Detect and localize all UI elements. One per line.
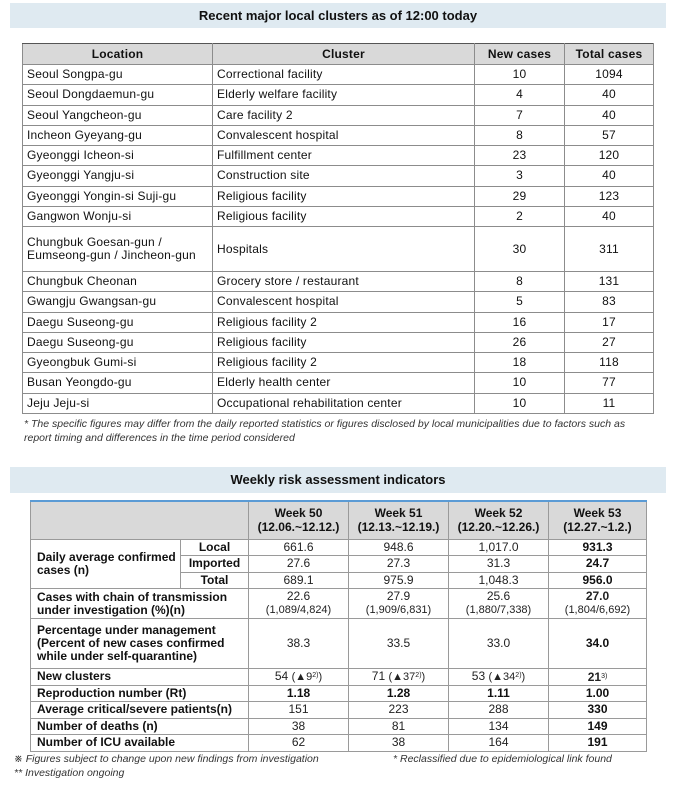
risk-footnotes xyxy=(14,752,654,780)
value-cell: 330 xyxy=(549,702,647,719)
total-cases-cell: 27 xyxy=(565,332,654,352)
value-cell xyxy=(349,589,449,619)
header-blank xyxy=(31,501,249,539)
location-cell: Busan Yeongdo-gu xyxy=(23,373,213,393)
new-cases-cell: 3 xyxy=(475,166,565,186)
table-row xyxy=(23,85,654,105)
value-cell: 38 xyxy=(249,718,349,735)
deaths-label: Number of deaths (n) xyxy=(31,718,249,735)
value-cell: 689.1 xyxy=(249,572,349,589)
table-header-row xyxy=(31,501,647,539)
value-cell xyxy=(349,669,449,686)
total-cases-cell: 57 xyxy=(565,125,654,145)
daily-average-label: Daily average confirmed cases (n) xyxy=(31,539,181,589)
cluster-cell: Religious facility xyxy=(213,332,475,352)
cluster-cell: Religious facility xyxy=(213,206,475,226)
total-cases-cell: 40 xyxy=(565,105,654,125)
new-cases-cell: 16 xyxy=(475,312,565,332)
chain-value: 27.0 xyxy=(585,589,610,603)
table-row xyxy=(31,718,647,735)
value-cell: 38.3 xyxy=(249,619,349,669)
value-cell: 948.6 xyxy=(349,539,449,556)
cluster-change-close: ) xyxy=(318,671,323,684)
header-location: Location xyxy=(23,44,213,65)
week-range: (12.27.~1.2.) xyxy=(563,520,632,535)
local-label: Local xyxy=(181,539,249,556)
footnote-bottom: ** Investigation ongoing xyxy=(14,767,125,779)
week-range: (12.06.~12.12.) xyxy=(257,520,340,535)
chain-count: (1,909/6,831) xyxy=(365,604,432,616)
value-cell: 1.00 xyxy=(549,685,647,702)
cluster-value: 53 xyxy=(471,669,486,684)
icu-label: Number of ICU available xyxy=(31,735,249,752)
value-cell xyxy=(549,669,647,686)
location-cell: Chungbuk Cheonan xyxy=(23,272,213,292)
chain-count: (1,804/6,692) xyxy=(564,604,631,616)
location-cell: Chungbuk Goesan-gun / Eumseong-gun / Jincheon-gun xyxy=(23,227,213,272)
cluster-cell: Religious facility xyxy=(213,186,475,206)
week-name: Week 50 xyxy=(274,506,323,521)
total-cases-cell: 83 xyxy=(565,292,654,312)
new-cases-cell: 29 xyxy=(475,186,565,206)
new-cases-cell: 18 xyxy=(475,353,565,373)
chain-value: 25.6 xyxy=(486,589,511,603)
header-cluster: Cluster xyxy=(213,44,475,65)
new-cases-cell: 7 xyxy=(475,105,565,125)
table-row xyxy=(31,735,647,752)
table-row xyxy=(23,146,654,166)
week-name: Week 52 xyxy=(474,506,523,521)
location-cell: Gyeonggi Yangju-si xyxy=(23,166,213,186)
value-cell xyxy=(249,669,349,686)
table-row xyxy=(31,589,647,619)
cluster-change: (▲9 xyxy=(291,671,313,684)
new-cases-cell: 23 xyxy=(475,146,565,166)
location-cell: Daegu Suseong-gu xyxy=(23,332,213,352)
total-cases-cell: 40 xyxy=(565,206,654,226)
section-title-clusters: Recent major local clusters as of 12:00 today xyxy=(10,3,666,28)
critical-label: Average critical/severe patients(n) xyxy=(31,702,249,719)
value-cell: 1,048.3 xyxy=(449,572,549,589)
cluster-cell: Convalescent hospital xyxy=(213,125,475,145)
location-cell: Incheon Gyeyang-gu xyxy=(23,125,213,145)
new-cases-cell: 8 xyxy=(475,125,565,145)
header-new-cases: New cases xyxy=(475,44,565,65)
value-cell: 151 xyxy=(249,702,349,719)
chain-count: (1,880/7,338) xyxy=(465,604,532,616)
new-cases-cell: 5 xyxy=(475,292,565,312)
cluster-cell: Religious facility 2 xyxy=(213,312,475,332)
location-cell: Seoul Songpa-gu xyxy=(23,65,213,85)
footnote-left: ※ Figures subject to change upon new findings from investigation xyxy=(14,753,319,765)
week-name: Week 51 xyxy=(374,506,423,521)
header-week-51 xyxy=(349,501,449,539)
cluster-cell: Hospitals xyxy=(213,227,475,272)
table-row xyxy=(23,332,654,352)
week-name: Week 53 xyxy=(573,506,622,521)
value-cell: 661.6 xyxy=(249,539,349,556)
table-row xyxy=(23,166,654,186)
total-cases-cell: 1094 xyxy=(565,65,654,85)
total-cases-cell: 17 xyxy=(565,312,654,332)
value-cell: 1.28 xyxy=(349,685,449,702)
value-cell: 956.0 xyxy=(549,572,647,589)
location-cell: Daegu Suseong-gu xyxy=(23,312,213,332)
location-cell: Gyeongbuk Gumi-si xyxy=(23,353,213,373)
value-cell: 931.3 xyxy=(549,539,647,556)
week-range: (12.13.~12.19.) xyxy=(357,520,440,535)
header-total-cases: Total cases xyxy=(565,44,654,65)
value-cell xyxy=(449,669,549,686)
cluster-value: 21 xyxy=(587,669,602,684)
table-row xyxy=(31,685,647,702)
chain-count: (1,089/4,824) xyxy=(265,604,332,616)
table-row xyxy=(23,312,654,332)
cluster-value: 54 xyxy=(274,669,289,684)
table-row xyxy=(23,105,654,125)
week-range: (12.20.~12.26.) xyxy=(457,520,540,535)
table-header-row xyxy=(23,44,654,65)
value-cell: 31.3 xyxy=(449,556,549,573)
total-cases-cell: 120 xyxy=(565,146,654,166)
new-cases-cell: 26 xyxy=(475,332,565,352)
cluster-cell: Elderly welfare facility xyxy=(213,85,475,105)
header-week-53 xyxy=(549,501,647,539)
chain-value: 22.6 xyxy=(286,589,311,603)
value-cell: 223 xyxy=(349,702,449,719)
location-cell: Gangwon Wonju-si xyxy=(23,206,213,226)
total-cases-cell: 131 xyxy=(565,272,654,292)
table-row xyxy=(23,186,654,206)
value-cell: 149 xyxy=(549,718,647,735)
value-cell: 134 xyxy=(449,718,549,735)
value-cell: 1.18 xyxy=(249,685,349,702)
chain-label: Cases with chain of transmission under investigation (%)(n) xyxy=(31,589,249,619)
clusters-table xyxy=(22,43,654,414)
table-row xyxy=(23,272,654,292)
new-cases-cell: 8 xyxy=(475,272,565,292)
management-label: Percentage under management (Percent of new cases confirmed while under self-quarantine) xyxy=(31,619,249,669)
table-row xyxy=(23,292,654,312)
total-cases-cell: 40 xyxy=(565,166,654,186)
table-row xyxy=(31,619,647,669)
cluster-change-close: ) xyxy=(421,671,426,684)
table-row xyxy=(31,539,647,556)
rt-label: Reproduction number (Rt) xyxy=(31,685,249,702)
value-cell: 27.3 xyxy=(349,556,449,573)
value-cell: 24.7 xyxy=(549,556,647,573)
risk-indicators-table xyxy=(30,500,647,752)
cluster-cell: Construction site xyxy=(213,166,475,186)
value-cell xyxy=(549,589,647,619)
cluster-cell: Fulfillment center xyxy=(213,146,475,166)
location-cell: Jeju Jeju-si xyxy=(23,393,213,413)
location-cell: Gyeonggi Yongin-si Suji-gu xyxy=(23,186,213,206)
footnote-mark: 2) xyxy=(415,672,422,680)
new-clusters-label: New clusters xyxy=(31,669,249,686)
value-cell: 38 xyxy=(349,735,449,752)
table-row xyxy=(23,206,654,226)
total-label: Total xyxy=(181,572,249,589)
cluster-change-close: ) xyxy=(521,671,526,684)
value-cell: 164 xyxy=(449,735,549,752)
new-cases-cell: 4 xyxy=(475,85,565,105)
cluster-cell: Occupational rehabilitation center xyxy=(213,393,475,413)
footnote-mark: 2) xyxy=(312,672,319,680)
new-cases-cell: 10 xyxy=(475,65,565,85)
cluster-cell: Convalescent hospital xyxy=(213,292,475,312)
footnote-right: * Reclassified due to epidemiological link found xyxy=(393,753,612,765)
cluster-change: (▲37 xyxy=(388,671,416,684)
cluster-cell: Correctional facility xyxy=(213,65,475,85)
value-cell: 1.11 xyxy=(449,685,549,702)
value-cell: 34.0 xyxy=(549,619,647,669)
value-cell xyxy=(449,589,549,619)
table-row xyxy=(23,373,654,393)
footnote-mark: 2) xyxy=(515,672,522,680)
total-cases-cell: 40 xyxy=(565,85,654,105)
value-cell: 33.0 xyxy=(449,619,549,669)
chain-value: 27.9 xyxy=(386,589,411,603)
value-cell: 62 xyxy=(249,735,349,752)
value-cell: 33.5 xyxy=(349,619,449,669)
value-cell: 1,017.0 xyxy=(449,539,549,556)
table-row xyxy=(31,669,647,686)
table-row xyxy=(23,227,654,272)
total-cases-cell: 123 xyxy=(565,186,654,206)
location-cell: Gwangju Gwangsan-gu xyxy=(23,292,213,312)
table-row xyxy=(23,125,654,145)
total-cases-cell: 118 xyxy=(565,353,654,373)
section-title-risk: Weekly risk assessment indicators xyxy=(10,467,666,493)
value-cell: 288 xyxy=(449,702,549,719)
table-row xyxy=(31,702,647,719)
location-cell: Seoul Yangcheon-gu xyxy=(23,105,213,125)
cluster-change: (▲34 xyxy=(488,671,516,684)
total-cases-cell: 311 xyxy=(565,227,654,272)
cluster-cell: Care facility 2 xyxy=(213,105,475,125)
new-cases-cell: 2 xyxy=(475,206,565,226)
total-cases-cell: 11 xyxy=(565,393,654,413)
header-week-50 xyxy=(249,501,349,539)
cluster-value: 71 xyxy=(371,669,386,684)
clusters-footnote: * The specific figures may differ from the daily reported statistics or figures disclosed by local municipalities due to factors such as report timing and differences in the time period considered xyxy=(24,418,626,444)
new-cases-cell: 30 xyxy=(475,227,565,272)
imported-label: Imported xyxy=(181,556,249,573)
new-cases-cell: 10 xyxy=(475,393,565,413)
header-week-52 xyxy=(449,501,549,539)
value-cell: 27.6 xyxy=(249,556,349,573)
total-cases-cell: 77 xyxy=(565,373,654,393)
value-cell: 81 xyxy=(349,718,449,735)
cluster-cell: Grocery store / restaurant xyxy=(213,272,475,292)
new-cases-cell: 10 xyxy=(475,373,565,393)
location-cell: Seoul Dongdaemun-gu xyxy=(23,85,213,105)
value-cell: 191 xyxy=(549,735,647,752)
table-row xyxy=(23,393,654,413)
table-row xyxy=(23,353,654,373)
value-cell: 975.9 xyxy=(349,572,449,589)
footnote-mark: 3) xyxy=(601,672,608,680)
location-cell: Gyeonggi Icheon-si xyxy=(23,146,213,166)
cluster-cell: Elderly health center xyxy=(213,373,475,393)
value-cell xyxy=(249,589,349,619)
cluster-cell: Religious facility 2 xyxy=(213,353,475,373)
table-row xyxy=(23,65,654,85)
